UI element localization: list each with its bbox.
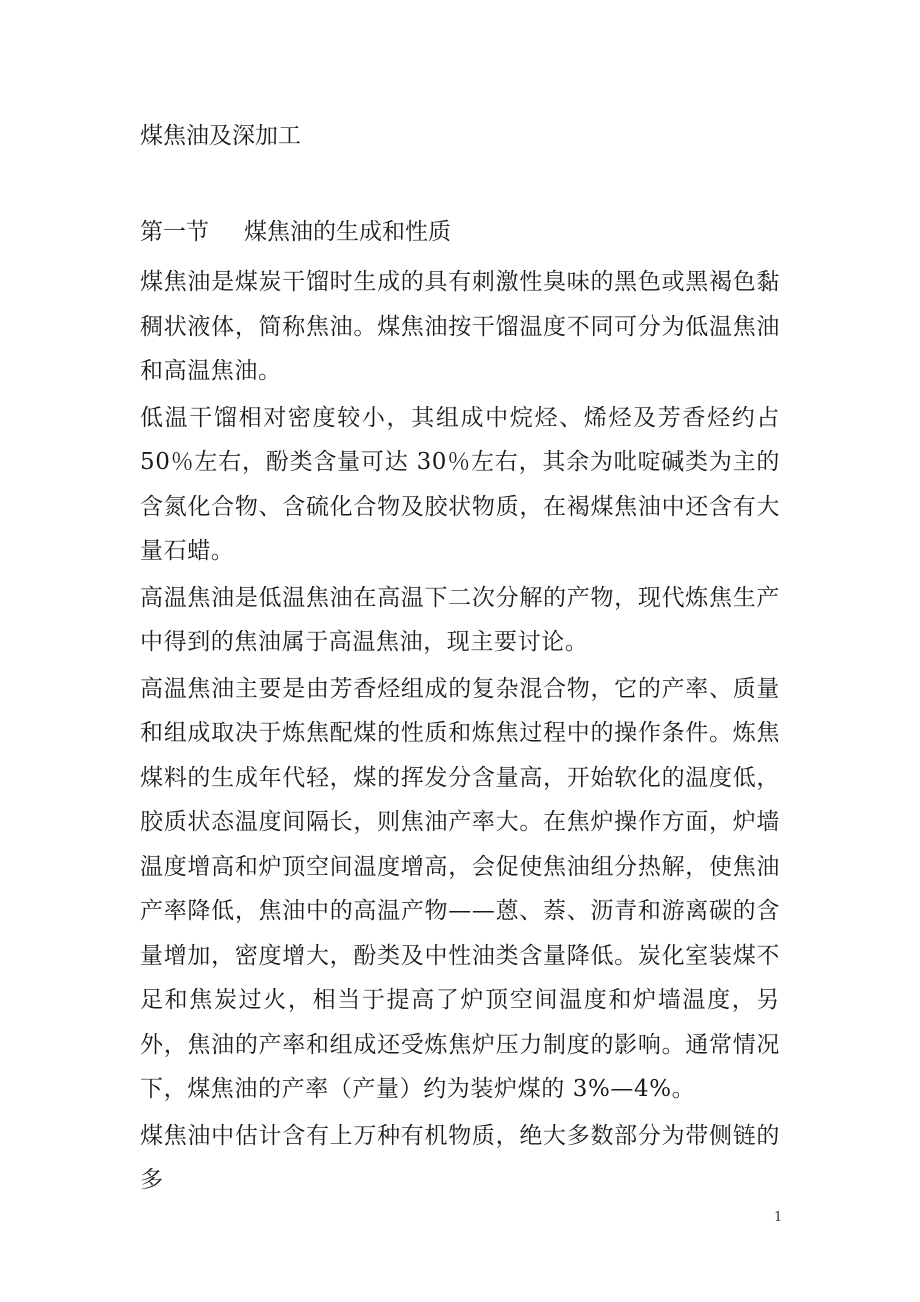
page-number: 1 (774, 1210, 783, 1225)
section-heading (140, 216, 451, 248)
paragraph: 低温干馏相对密度较小，其组成中烷烃、烯烃及芳香烃约占 50％左右，酚类含量可达 30％左右，其余为吡啶碱类为主的含氮化合物、含硫化合物及胶状物质，在褐煤焦油中还含有大量石蜡。 (140, 404, 780, 564)
paragraph: 煤焦油是煤炭干馏时生成的具有刺激性臭味的黑色或黑褐色黏稠状液体，简称焦油。煤焦油按干馏温度不同可分为低温焦油和高温焦油。 (140, 269, 780, 384)
paragraph: 高温焦油是低温焦油在高温下二次分解的产物，现代炼焦生产中得到的焦油属于高温焦油，现主要讨论。 (140, 584, 780, 655)
body-text (140, 260, 780, 1203)
section-number: 第一节 (140, 219, 209, 245)
section-title: 煤焦油的生成和性质 (244, 219, 451, 245)
document-title: 煤焦油及深加工 (140, 123, 301, 149)
paragraph: 高温焦油主要是由芳香烃组成的复杂混合物，它的产率、质量和组成取决于炼焦配煤的性质和炼焦过程中的操作条件。炼焦煤料的生成年代轻，煤的挥发分含量高，开始软化的温度低，胶质状态温度间隔长，则焦油产率大。在焦炉操作方面，炉墙温度增高和炉顶空间温度增高，会促使焦油组分热解，使焦油产率降低，焦油中的高温产物——蒽、萘、沥青和游离碳的含量增加，密度增大，酚类及中性油类含量降低。炭化室装煤不足和焦炭过火，相当于提高了炉顶空间温度和炉墙温度，另外，焦油的产率和组成还受炼焦炉压力制度的影响。通常情况下，煤焦油的产率（产量）约为装炉煤的 3%—4%。 (140, 675, 780, 1102)
paragraph: 煤焦油中估计含有上万种有机物质，绝大多数部分为带侧链的多 (140, 1122, 780, 1193)
